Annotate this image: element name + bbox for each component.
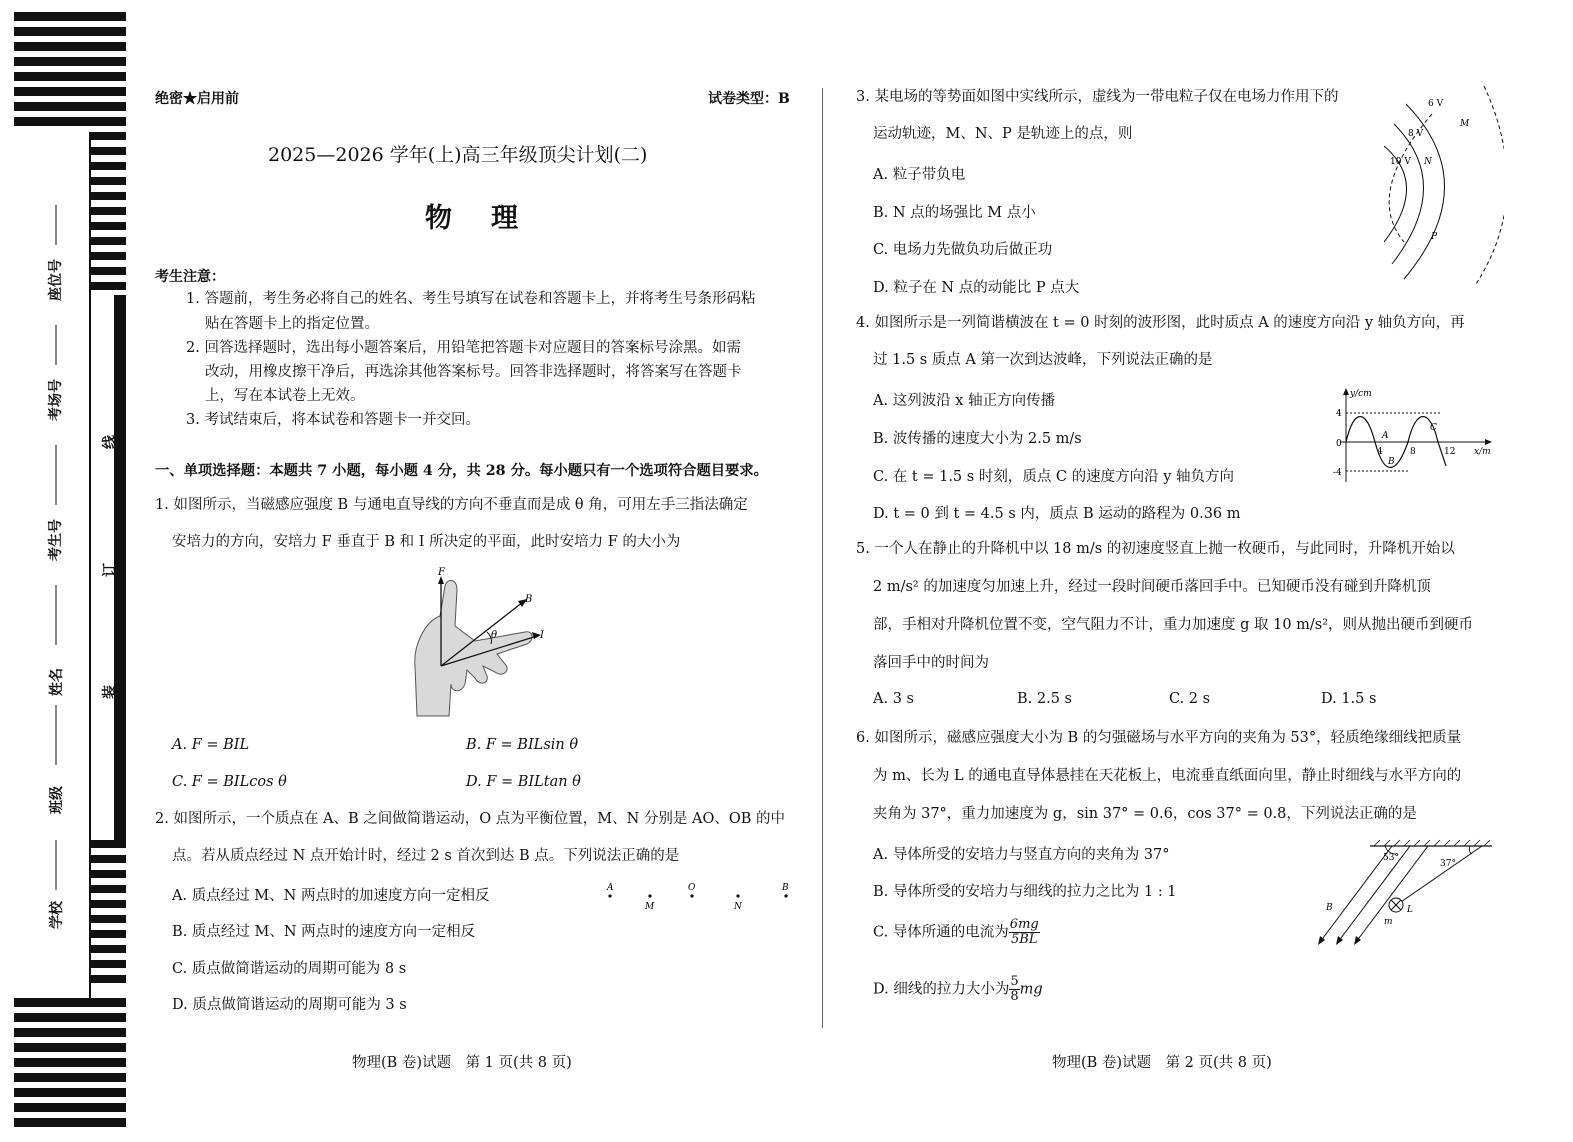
q3-stem-1: 3. 某电场的等势面如图中实线所示，虚线为一带电粒子仅在电场力作用下的 bbox=[856, 89, 1339, 105]
q3-option-b[interactable]: B. N 点的场强比 M 点小 bbox=[873, 205, 1036, 221]
binding-mark-staple: 订 bbox=[102, 563, 118, 577]
q4-stem-1: 4. 如图所示是一列简谐横波在 t = 0 时刻的波形图，此时质点 A 的速度方向沿 y 轴负方向，再 bbox=[856, 315, 1465, 331]
q5-option-b[interactable]: B. 2.5 s bbox=[1017, 691, 1072, 707]
subject-title: 物 理 bbox=[425, 203, 524, 234]
binding-mark-line: 线 bbox=[102, 435, 118, 449]
q6-option-d-numerator: 5 bbox=[1010, 974, 1019, 989]
q2-point-a: A bbox=[607, 883, 614, 893]
exam-number-label: 考生号 bbox=[48, 519, 64, 561]
q1-option-d[interactable]: D. F = BILtan θ bbox=[466, 774, 581, 790]
footer-page-1: 物理(B 卷)试题 第 1 页(共 8 页) bbox=[352, 1055, 572, 1071]
q5-option-c[interactable]: C. 2 s bbox=[1169, 691, 1211, 707]
q2-stem-1: 2. 如图所示，一个质点在 A、B 之间做简谐运动，O 点为平衡位置，M、N 分别是 AO、OB 的中 bbox=[155, 811, 786, 827]
q6-magnetic-field-figure bbox=[1310, 838, 1495, 950]
q6-option-c[interactable] bbox=[873, 918, 1040, 947]
notice-line-1: 1. 答题前，考生务必将自己的姓名、考生号填写在试卷和答题卡上，并将考生号条形码粘 bbox=[186, 291, 756, 307]
q1-stem-1: 1. 如图所示，当磁感应强度 B 与通电直导线的方向不垂直而是成 θ 角，可用左手三指法确定 bbox=[155, 497, 748, 513]
notice-line-4: 改动，用橡皮擦干净后，再选涂其他答案标号。回答非选择题时，将答案写在答题卡 bbox=[205, 364, 742, 380]
room-label: 考场号 bbox=[48, 379, 64, 421]
q4-option-d[interactable]: D. t = 0 到 t = 4.5 s 内，质点 B 运动的路程为 0.36 m bbox=[873, 506, 1241, 522]
q3-label-8v: 8 V bbox=[1408, 129, 1424, 139]
q6-option-c-text: C. 导体所通的电流为 bbox=[873, 924, 1009, 941]
q3-option-a[interactable]: A. 粒子带负电 bbox=[873, 167, 966, 183]
q2-points-figure bbox=[600, 878, 800, 914]
q3-label-m: M bbox=[1460, 119, 1470, 129]
q6-option-b[interactable]: B. 导体所受的安培力与细线的拉力之比为 1 : 1 bbox=[873, 884, 1177, 900]
q4-option-b[interactable]: B. 波传播的速度大小为 2.5 m/s bbox=[873, 431, 1082, 447]
q2-point-b: B bbox=[782, 883, 789, 893]
q2-option-d[interactable]: D. 质点做简谐运动的周期可能为 3 s bbox=[172, 997, 407, 1013]
q2-point-n: N bbox=[734, 902, 742, 912]
footer-page-2: 物理(B 卷)试题 第 2 页(共 8 页) bbox=[1052, 1055, 1272, 1071]
q5-stem-1: 5. 一个人在静止的升降机中以 18 m/s 的初速度竖直上抛一枚硬币，与此同时，升降机开始以 bbox=[856, 541, 1455, 557]
q4-wave-graph bbox=[1330, 386, 1495, 488]
school-label: 学校 bbox=[49, 901, 65, 929]
q6-stem-3: 夹角为 37°，重力加速度为 g，sin 37° = 0.6，cos 37° = 0.8，下列说法正确的是 bbox=[873, 806, 1417, 822]
q1-stem-2: 安培力的方向，安培力 F 垂直于 B 和 I 所决定的平面，此时安培力 F 的大小为 bbox=[172, 534, 681, 550]
q1-option-b[interactable]: B. F = BILsin θ bbox=[466, 737, 579, 753]
notice-line-5: 上，写在本试卷上无效。 bbox=[205, 388, 365, 404]
q1-label-theta: θ bbox=[491, 630, 498, 641]
q6-option-c-fraction bbox=[1009, 918, 1040, 947]
q4-point-a: A bbox=[1382, 431, 1389, 441]
q1-left-hand-figure bbox=[405, 566, 555, 721]
q3-stem-2: 运动轨迹，M、N、P 是轨迹上的点，则 bbox=[873, 126, 1133, 142]
q2-option-c[interactable]: C. 质点做简谐运动的周期可能为 8 s bbox=[172, 961, 407, 977]
q1-label-b: B bbox=[525, 594, 533, 605]
q6-option-d-suffix: mg bbox=[1019, 981, 1043, 998]
q4-ytick-4: 4 bbox=[1336, 409, 1342, 419]
q2-point-m: M bbox=[645, 902, 655, 912]
q6-stem-2: 为 m、长为 L 的通电直导体悬挂在天花板上，电流垂直纸面向里，静止时细线与水平方向的 bbox=[873, 768, 1462, 784]
exam-title: 2025—2026 学年(上)高三年级顶尖计划(二) bbox=[268, 144, 648, 166]
q5-stem-3: 部，手相对升降机位置不变，空气阻力不计，重力加速度 g 取 10 m/s²，则从抛出硬币到硬币 bbox=[873, 617, 1474, 633]
q6-option-c-numerator: 6mg bbox=[1009, 917, 1039, 932]
q3-option-c[interactable]: C. 电场力先做负功后做正功 bbox=[873, 242, 1053, 258]
notice-title: 考生注意： bbox=[155, 269, 225, 285]
paper-type-label: 试卷类型：B bbox=[708, 91, 790, 107]
q6-option-d-text: D. 细线的拉力大小为 bbox=[873, 981, 1010, 998]
q6-stem-1: 6. 如图所示，磁感应强度大小为 B 的匀强磁场与水平方向的夹角为 53°，轻质绝缘细线把质量 bbox=[856, 730, 1462, 746]
secret-label: 绝密★启用前 bbox=[155, 91, 239, 107]
notice-line-2: 贴在答题卡上的指定位置。 bbox=[205, 316, 379, 332]
q2-point-o: O bbox=[688, 883, 696, 893]
q1-label-f: F bbox=[438, 567, 445, 578]
q5-stem-4: 落回手中的时间为 bbox=[873, 655, 989, 671]
q6-option-a[interactable]: A. 导体所受的安培力与竖直方向的夹角为 37° bbox=[873, 847, 1170, 863]
notice-line-6: 3. 考试结束后，将本试卷和答题卡一并交回。 bbox=[186, 412, 480, 428]
q3-label-6v: 6 V bbox=[1428, 99, 1444, 109]
q3-equipotential-figure bbox=[1384, 84, 1504, 289]
q4-x-label: x/m bbox=[1474, 447, 1491, 457]
q6-angle-53: 53° bbox=[1383, 853, 1399, 863]
q6-option-d-denominator: 8 bbox=[1010, 989, 1019, 1004]
q5-stem-2: 2 m/s² 的加速度匀加速上升，经过一段时间硬币落回手中。已知硬币没有碰到升降机顶 bbox=[873, 579, 1431, 595]
q1-label-i: I bbox=[540, 630, 544, 641]
q1-option-c[interactable]: C. F = BILcos θ bbox=[172, 774, 287, 790]
page-divider bbox=[822, 88, 823, 1028]
name-label: 姓名 bbox=[49, 668, 65, 696]
class-label: 班级 bbox=[49, 786, 65, 814]
seat-label: 座位号 bbox=[48, 259, 64, 301]
q6-label-m: m bbox=[1384, 917, 1393, 927]
q6-option-d-fraction bbox=[1009, 975, 1019, 1004]
q3-option-d[interactable]: D. 粒子在 N 点的动能比 P 点大 bbox=[873, 280, 1080, 296]
q2-option-a[interactable]: A. 质点经过 M、N 两点时的加速度方向一定相反 bbox=[172, 888, 490, 904]
q4-option-a[interactable]: A. 这列波沿 x 轴正方向传播 bbox=[873, 393, 1056, 409]
q1-option-a[interactable]: A. F = BIL bbox=[172, 737, 250, 753]
q2-option-b[interactable]: B. 质点经过 M、N 两点时的速度方向一定相反 bbox=[172, 924, 476, 940]
notice-line-3: 2. 回答选择题时，选出每小题答案后，用铅笔把答题卡对应题目的答案标号涂黑。如需 bbox=[186, 340, 741, 356]
q6-label-b: B bbox=[1326, 903, 1333, 913]
q4-ytick-neg4: -4 bbox=[1333, 468, 1342, 478]
section-heading: 一、单项选择题：本题共 7 小题，每小题 4 分，共 28 分。每小题只有一个选项符合题目要求。 bbox=[155, 463, 768, 479]
q6-option-c-denominator: 5BL bbox=[1011, 932, 1038, 947]
q4-point-c: C bbox=[1430, 423, 1437, 433]
q4-stem-2: 过 1.5 s 质点 A 第一次到达波峰，下列说法正确的是 bbox=[873, 352, 1213, 368]
q6-angle-37: 37° bbox=[1440, 859, 1456, 869]
q4-ytick-0: 0 bbox=[1336, 439, 1342, 449]
q3-label-10v: 10 V bbox=[1390, 157, 1411, 167]
q6-option-d[interactable] bbox=[873, 975, 1043, 1004]
q4-option-c[interactable]: C. 在 t = 1.5 s 时刻，质点 C 的速度方向沿 y 轴负方向 bbox=[873, 469, 1235, 485]
q5-option-a[interactable]: A. 3 s bbox=[873, 691, 914, 707]
q6-label-l: L bbox=[1407, 905, 1413, 915]
q5-option-d[interactable]: D. 1.5 s bbox=[1321, 691, 1377, 707]
binding-mark-bind: 装 bbox=[102, 685, 118, 699]
q3-label-p: P bbox=[1431, 232, 1438, 242]
q2-stem-2: 点。若从质点经过 N 点开始计时，经过 2 s 首次到达 B 点。下列说法正确的是 bbox=[172, 848, 680, 864]
q4-y-label: y/cm bbox=[1350, 389, 1372, 399]
q4-point-b: B bbox=[1388, 457, 1395, 467]
q4-xtick-4: 4 bbox=[1377, 447, 1383, 457]
q3-label-n: N bbox=[1424, 157, 1432, 167]
q4-xtick-12: 12 bbox=[1444, 447, 1456, 457]
q4-xtick-8: 8 bbox=[1410, 447, 1416, 457]
